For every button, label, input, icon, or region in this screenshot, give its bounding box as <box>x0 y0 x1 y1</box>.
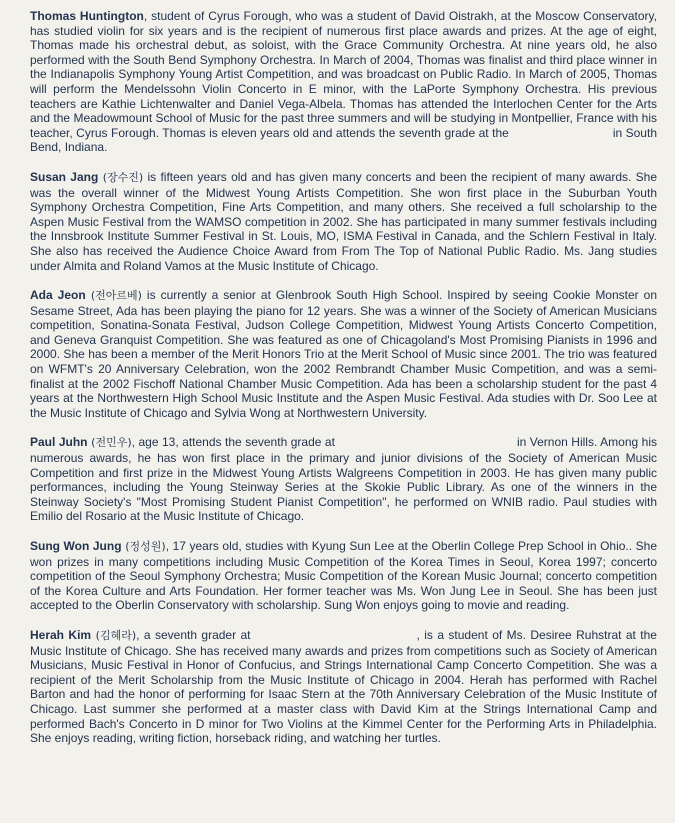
bio-korean-name: (전민우) <box>87 436 132 450</box>
bio-name: Sung Won Jung <box>30 539 122 553</box>
bio-text: , a seventh grader at <box>136 627 251 642</box>
bio-thomas-huntington <box>30 9 657 155</box>
bio-susan-jang <box>30 170 657 273</box>
bio-text: , 17 years old, studies with Kyung Sun Lee at the Oberlin College Prep School in Ohio.. She won prizes in many competitions including Music Competition of the Korea Times in Seoul, Korea 1997; concerto competition of the Seoul Symphony Orchestra; Music Competition of the Korean Music Journal; concerto competition of the Korea Culture and Arts Foundation. Her former teacher was Ms. Won Jung Lee in Seoul. She has been just accepted to the Oberlin Conservatory with scholarship. Sung Won enjoys going to movie and reading. <box>30 539 657 613</box>
bio-korean-name: (전아르베) <box>85 289 142 303</box>
bio-korean-name: (정성원) <box>121 540 166 553</box>
bio-text: , student of Cyrus Forough, who was a student of David Oistrakh, at the Moscow Conservatory, has studied violin for six years and is the recipient of numerous first place awards and prizes. At the age of eight, Thomas made his orchestral debut, as soloist, with the Grace Community Orchestra. At nine years old, he also performed with the South Bend Symphony Orchestra. In March of 2004, Thomas was finalist and third place winner in the Indianapolis Symphony Young Artist Competition, and was broadcast on Public Radio. In March of 2005, Thomas will perform the Mendelssohn Violin Concerto in E minor, with the LaPorte Symphony Orchestra. His previous teachers are Kathie Lichtenwalter and Daniel Vega-Albela. Thomas has attended the Interlochen Center for the Arts and the Meadowmount School of Music for the past three summers and will be studying in Montpellier, France with his teacher, Cyrus Forough. Thomas is eleven years old and attends the seventh grade at the <box>30 9 657 140</box>
bio-name: Thomas Huntington <box>30 9 144 23</box>
bio-text: in South Bend, Indiana. <box>30 125 657 155</box>
bio-text: , is a student of Ms. Desiree Ruhstrat at the Music Institute of Chicago. She has received many awards and prizes from competitions such as Society of American Musicians, Music Festival in Honor of Confucius, and Strings International Camp Concerto Competition. She was a recipient of the Merit Scholarship from the Music Institute of Chicago in 2004. Herah has performed with Rachel Barton and had the honor of performing for Isaac Stern at the 70th Anniversary Celebration of the Music Institute of Chicago. Last summer she performed at a master class with David Kim at the Strings International Camp and performed Bach's Concerto in D minor for Two Violins at the Kimmel Center for the Performing Arts in Philadelphia. She enjoys reading, writing fiction, horseback riding, and watching her turtles. <box>30 627 657 746</box>
bio-korean-name: (장수진) <box>98 170 144 184</box>
bio-korean-name: (김혜라) <box>91 628 137 642</box>
bio-name: Paul Juhn <box>30 435 88 450</box>
bio-text: , age 13, attends the seventh grade at <box>131 435 335 450</box>
bio-sung-won-jung <box>30 539 657 613</box>
bio-name: Susan Jang <box>30 169 99 184</box>
bio-text: is currently a senior at Glenbrook South High School. Inspired by seeing Cookie Monster on Sesame Street, Ada has been playing the piano for 12 years. She was a winner of the Society of American Musicians competition, Sonatina-Sonata Festival, Judson College Competition, Midwest Young Artists Concerto Competition, and Geneva Granquist Competition. She was featured as one of Chicagoland's Most Promising Pianists in 1996 and 2000. She has been a member of the Merit Honors Trio at the Merit School of Music since 2001. The trio was featured on WFMT's 20 Anniversary Celebration, won the 2002 Rembrandt Chamber Music Competition, and was a semi-finalist at the 2002 Fischoff National Chamber Music Competition. Ada has been a scholarship student for the past 4 years at the Northwestern High School Music Institute and the Aspen Music Festival. Ada studies with Dr. Soo Lee at the Music Institute of Chicago and Sylvia Wong at Northwestern University. <box>30 288 657 420</box>
bio-ada-jeon <box>30 288 657 420</box>
bio-paul-juhn <box>30 435 657 524</box>
bio-name: Ada Jeon <box>30 288 86 303</box>
bio-text: is fifteen years old and has given many concerts and been the recipient of many awards. She was the overall winner of the Midwest Young Artists Competition. She won first place in the Suburban Youth Symphony Orchestra Competition, Fine Arts Competition, and many others. She received a full scholarship to the Aspen Music Festival from the WAMSO competition in 2002. She has participated in many summer festivals including the Innsbrook Institute Summer Festival in St. Louis, MO, ISMA Festival in Canada, and the Schlern Festival in Italy. She also has received the Audience Choice Award from From The Top of National Public Radio. Ms. Jang studies under Almita and Roland Vamos at the Music Institute of Chicago. <box>30 169 658 273</box>
bio-name: Herah Kim <box>30 627 92 642</box>
bio-text: in Vernon Hills. Among his numerous awards, he has won first place in the primary and junior divisions of the Society of American Music Competition and first prize in the Midwest Young Artists Walgreens Competition in 2003. He has given many public performances, including the Young Steinway Series at the Skokie Public Library. As one of the winners in the Steinway Society's "Most Promising Student Pianist Competition", he performed on WNIB radio. Paul studies with Emilio del Rosario at the Music Institute of Chicago. <box>30 435 657 524</box>
bio-herah-kim <box>30 628 657 746</box>
